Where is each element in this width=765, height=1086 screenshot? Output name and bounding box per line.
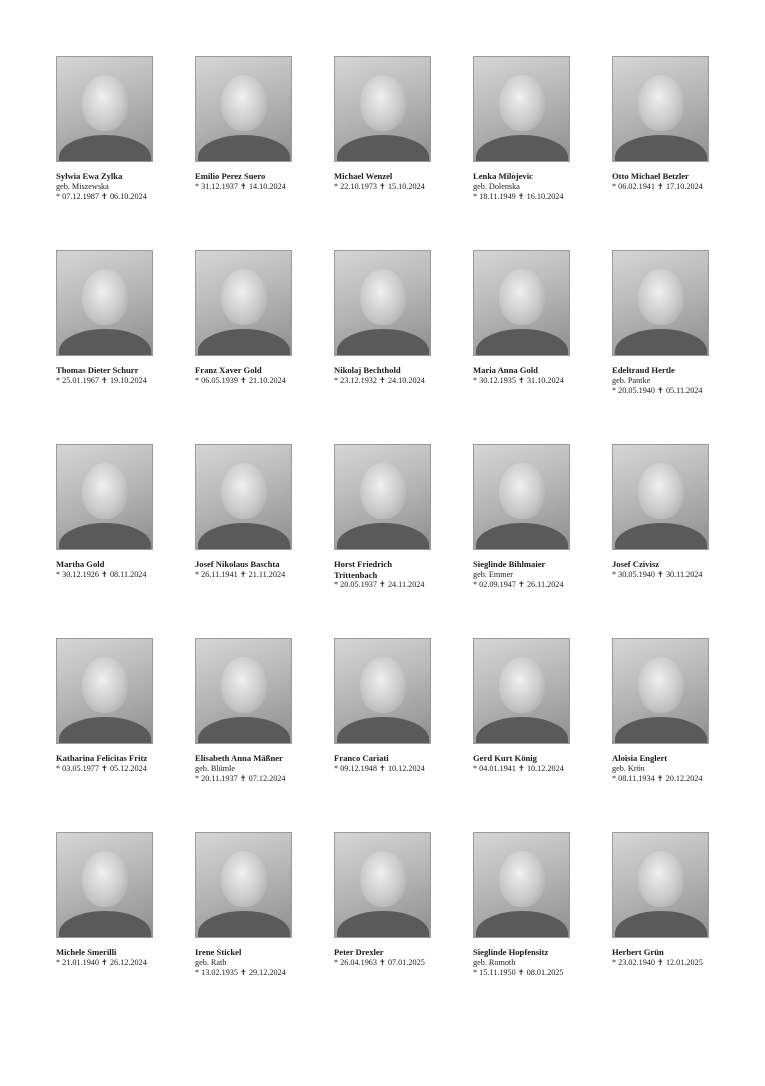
birth-name: geb. Krön (612, 763, 645, 773)
person-name: Otto Michael Betzler (612, 171, 689, 181)
portrait-shoulders (615, 329, 707, 356)
portrait-head (221, 463, 267, 519)
portrait-head (360, 463, 406, 519)
portrait-photo (612, 638, 709, 744)
portrait-head (221, 657, 267, 713)
portrait-head (82, 75, 128, 131)
person-name: Franz Xaver Gold (195, 365, 262, 375)
portrait-grid (56, 56, 709, 1026)
portrait-head (360, 657, 406, 713)
life-dates: * 18.11.1949 ✝ 16.10.2024 (473, 192, 564, 201)
obituary-card (56, 444, 184, 638)
portrait-head (360, 75, 406, 131)
portrait-shoulders (476, 523, 568, 550)
portrait-head (82, 657, 128, 713)
portrait-photo (473, 638, 570, 744)
portrait-head (638, 657, 684, 713)
portrait-photo (473, 250, 570, 356)
life-dates: * 15.11.1950 ✝ 08.01.2025 (473, 968, 564, 977)
portrait-photo (612, 444, 709, 550)
person-name: Lenka Milojevic (473, 171, 533, 181)
obituary-card (612, 56, 740, 250)
birth-name: geb. Dolenska (473, 181, 520, 191)
portrait-head (638, 269, 684, 325)
obituary-card (473, 444, 601, 638)
portrait-shoulders (59, 523, 151, 550)
portrait-photo (195, 638, 292, 744)
obituary-card (195, 832, 323, 1026)
portrait-head (221, 75, 267, 131)
obituary-card (334, 250, 462, 444)
life-dates: * 20.05.1937 ✝ 24.11.2024 (334, 580, 425, 589)
portrait-photo (195, 444, 292, 550)
portrait-shoulders (615, 135, 707, 162)
portrait-photo (56, 832, 153, 938)
person-name: Sieglinde Hopfensitz (473, 947, 549, 957)
person-name: Gerd Kurt König (473, 753, 537, 763)
life-dates: * 09.12.1948 ✝ 10.12.2024 (334, 763, 425, 773)
obituary-card (473, 832, 601, 1026)
portrait-photo (473, 444, 570, 550)
portrait-head (221, 269, 267, 325)
portrait-shoulders (615, 523, 707, 550)
obituary-card (334, 444, 462, 638)
portrait-head (499, 851, 545, 907)
life-dates: * 23.12.1932 ✝ 24.10.2024 (334, 375, 425, 385)
person-name: Franco Cariati (334, 753, 389, 763)
life-dates: * 20.11.1937 ✝ 07.12.2024 (195, 774, 286, 783)
obituary-card (334, 56, 462, 250)
portrait-head (499, 657, 545, 713)
portrait-photo (334, 832, 431, 938)
portrait-photo (334, 250, 431, 356)
person-name: Martha Gold (56, 559, 105, 569)
obituary-card (334, 832, 462, 1026)
portrait-shoulders (476, 135, 568, 162)
life-dates: * 26.04.1963 ✝ 07.01.2025 (334, 957, 425, 967)
person-name: Sieglinde Bihlmaier (473, 559, 546, 569)
obituary-card (612, 638, 740, 832)
portrait-head (499, 75, 545, 131)
portrait-photo (473, 832, 570, 938)
portrait-shoulders (337, 135, 429, 162)
portrait-shoulders (198, 135, 290, 162)
person-name: Irene Stickel (195, 947, 242, 957)
life-dates: * 26.11.1941 ✝ 21.11.2024 (195, 569, 286, 579)
portrait-shoulders (476, 717, 568, 744)
life-dates: * 04.01.1941 ✝ 10.12.2024 (473, 763, 564, 773)
person-name: Peter Drexler (334, 947, 384, 957)
obituary-card (612, 250, 740, 444)
person-name: Maria Anna Gold (473, 365, 538, 375)
portrait-shoulders (615, 717, 707, 744)
life-dates: * 13.02.1935 ✝ 29.12.2024 (195, 968, 286, 977)
life-dates: * 02.09.1947 ✝ 26.11.2024 (473, 580, 564, 589)
person-name: Thomas Dieter Schurr (56, 365, 139, 375)
person-name: Edeltraud Hertle (612, 365, 675, 375)
portrait-head (638, 75, 684, 131)
portrait-photo (334, 56, 431, 162)
life-dates: * 06.02.1941 ✝ 17.10.2024 (612, 181, 703, 191)
portrait-photo (195, 832, 292, 938)
portrait-photo (195, 56, 292, 162)
obituary-card (334, 638, 462, 832)
obituary-card (56, 638, 184, 832)
person-name: Michael Wenzel (334, 171, 393, 181)
portrait-photo (56, 444, 153, 550)
portrait-shoulders (476, 911, 568, 938)
portrait-photo (334, 638, 431, 744)
birth-name: geb. Miszewska (56, 181, 109, 191)
portrait-photo (612, 832, 709, 938)
birth-name: geb. Emmer (473, 569, 514, 579)
life-dates: * 22.10.1973 ✝ 15.10.2024 (334, 181, 425, 191)
obituary-card (612, 444, 740, 638)
life-dates: * 20.05.1940 ✝ 05.11.2024 (612, 386, 703, 395)
portrait-photo (195, 250, 292, 356)
obituary-card (56, 250, 184, 444)
portrait-head (499, 269, 545, 325)
obituary-card (195, 444, 323, 638)
life-dates: * 30.12.1926 ✝ 08.11.2024 (56, 569, 147, 579)
person-name: Herbert Grün (612, 947, 664, 957)
person-name: Horst Friedrich Trittenbach (334, 559, 392, 580)
portrait-head (638, 463, 684, 519)
person-name: Sylwia Ewa Zylka (56, 171, 123, 181)
portrait-head (82, 269, 128, 325)
portrait-shoulders (198, 911, 290, 938)
obituary-card (612, 832, 740, 1026)
portrait-shoulders (337, 717, 429, 744)
person-name: Nikolaj Bechthold (334, 365, 401, 375)
person-name: Elisabeth Anna Mäßner (195, 753, 283, 763)
portrait-head (221, 851, 267, 907)
portrait-shoulders (59, 717, 151, 744)
portrait-shoulders (337, 523, 429, 550)
life-dates: * 31.12.1937 ✝ 14.10.2024 (195, 181, 286, 191)
portrait-photo (56, 56, 153, 162)
obituary-card (473, 638, 601, 832)
portrait-shoulders (198, 523, 290, 550)
portrait-photo (56, 250, 153, 356)
life-dates: * 03.05.1977 ✝ 05.12.2024 (56, 763, 147, 773)
portrait-shoulders (198, 717, 290, 744)
life-dates: * 25.01.1967 ✝ 19.10.2024 (56, 375, 147, 385)
obituary-card (195, 250, 323, 444)
portrait-shoulders (337, 911, 429, 938)
life-dates: * 07.12.1987 ✝ 06.10.2024 (56, 192, 147, 201)
obituary-card (473, 56, 601, 250)
portrait-photo (56, 638, 153, 744)
life-dates: * 21.01.1940 ✝ 26.12.2024 (56, 957, 147, 967)
person-name: Josef Nikolaus Baschta (195, 559, 280, 569)
birth-name: geb. Rath (195, 957, 227, 967)
portrait-shoulders (615, 911, 707, 938)
portrait-shoulders (59, 135, 151, 162)
portrait-head (360, 269, 406, 325)
portrait-shoulders (59, 911, 151, 938)
obituary-card (195, 56, 323, 250)
portrait-head (360, 851, 406, 907)
portrait-head (82, 851, 128, 907)
portrait-photo (473, 56, 570, 162)
life-dates: * 30.05.1940 ✝ 30.11.2024 (612, 569, 703, 579)
portrait-photo (334, 444, 431, 550)
portrait-shoulders (476, 329, 568, 356)
portrait-shoulders (59, 329, 151, 356)
portrait-photo (612, 250, 709, 356)
birth-name: geb. Romoth (473, 957, 516, 967)
portrait-photo (612, 56, 709, 162)
life-dates: * 08.11.1934 ✝ 20.12.2024 (612, 774, 703, 783)
portrait-shoulders (198, 329, 290, 356)
obituary-card (56, 56, 184, 250)
person-name: Emilio Perez Suero (195, 171, 266, 181)
portrait-head (499, 463, 545, 519)
birth-name: geb. Blümle (195, 763, 236, 773)
life-dates: * 06.05.1939 ✝ 21.10.2024 (195, 375, 286, 385)
obituary-card (195, 638, 323, 832)
portrait-head (82, 463, 128, 519)
person-name: Michele Smerilli (56, 947, 117, 957)
life-dates: * 30.12.1935 ✝ 31.10.2024 (473, 375, 564, 385)
life-dates: * 23.02.1940 ✝ 12.01.2025 (612, 957, 703, 967)
obituary-card (473, 250, 601, 444)
portrait-head (638, 851, 684, 907)
person-name: Josef Czivisz (612, 559, 660, 569)
person-name: Katharina Felicitas Fritz (56, 753, 148, 763)
birth-name: geb. Pantke (612, 375, 651, 385)
person-name: Aloisia Englert (612, 753, 668, 763)
portrait-shoulders (337, 329, 429, 356)
obituary-card (56, 832, 184, 1026)
